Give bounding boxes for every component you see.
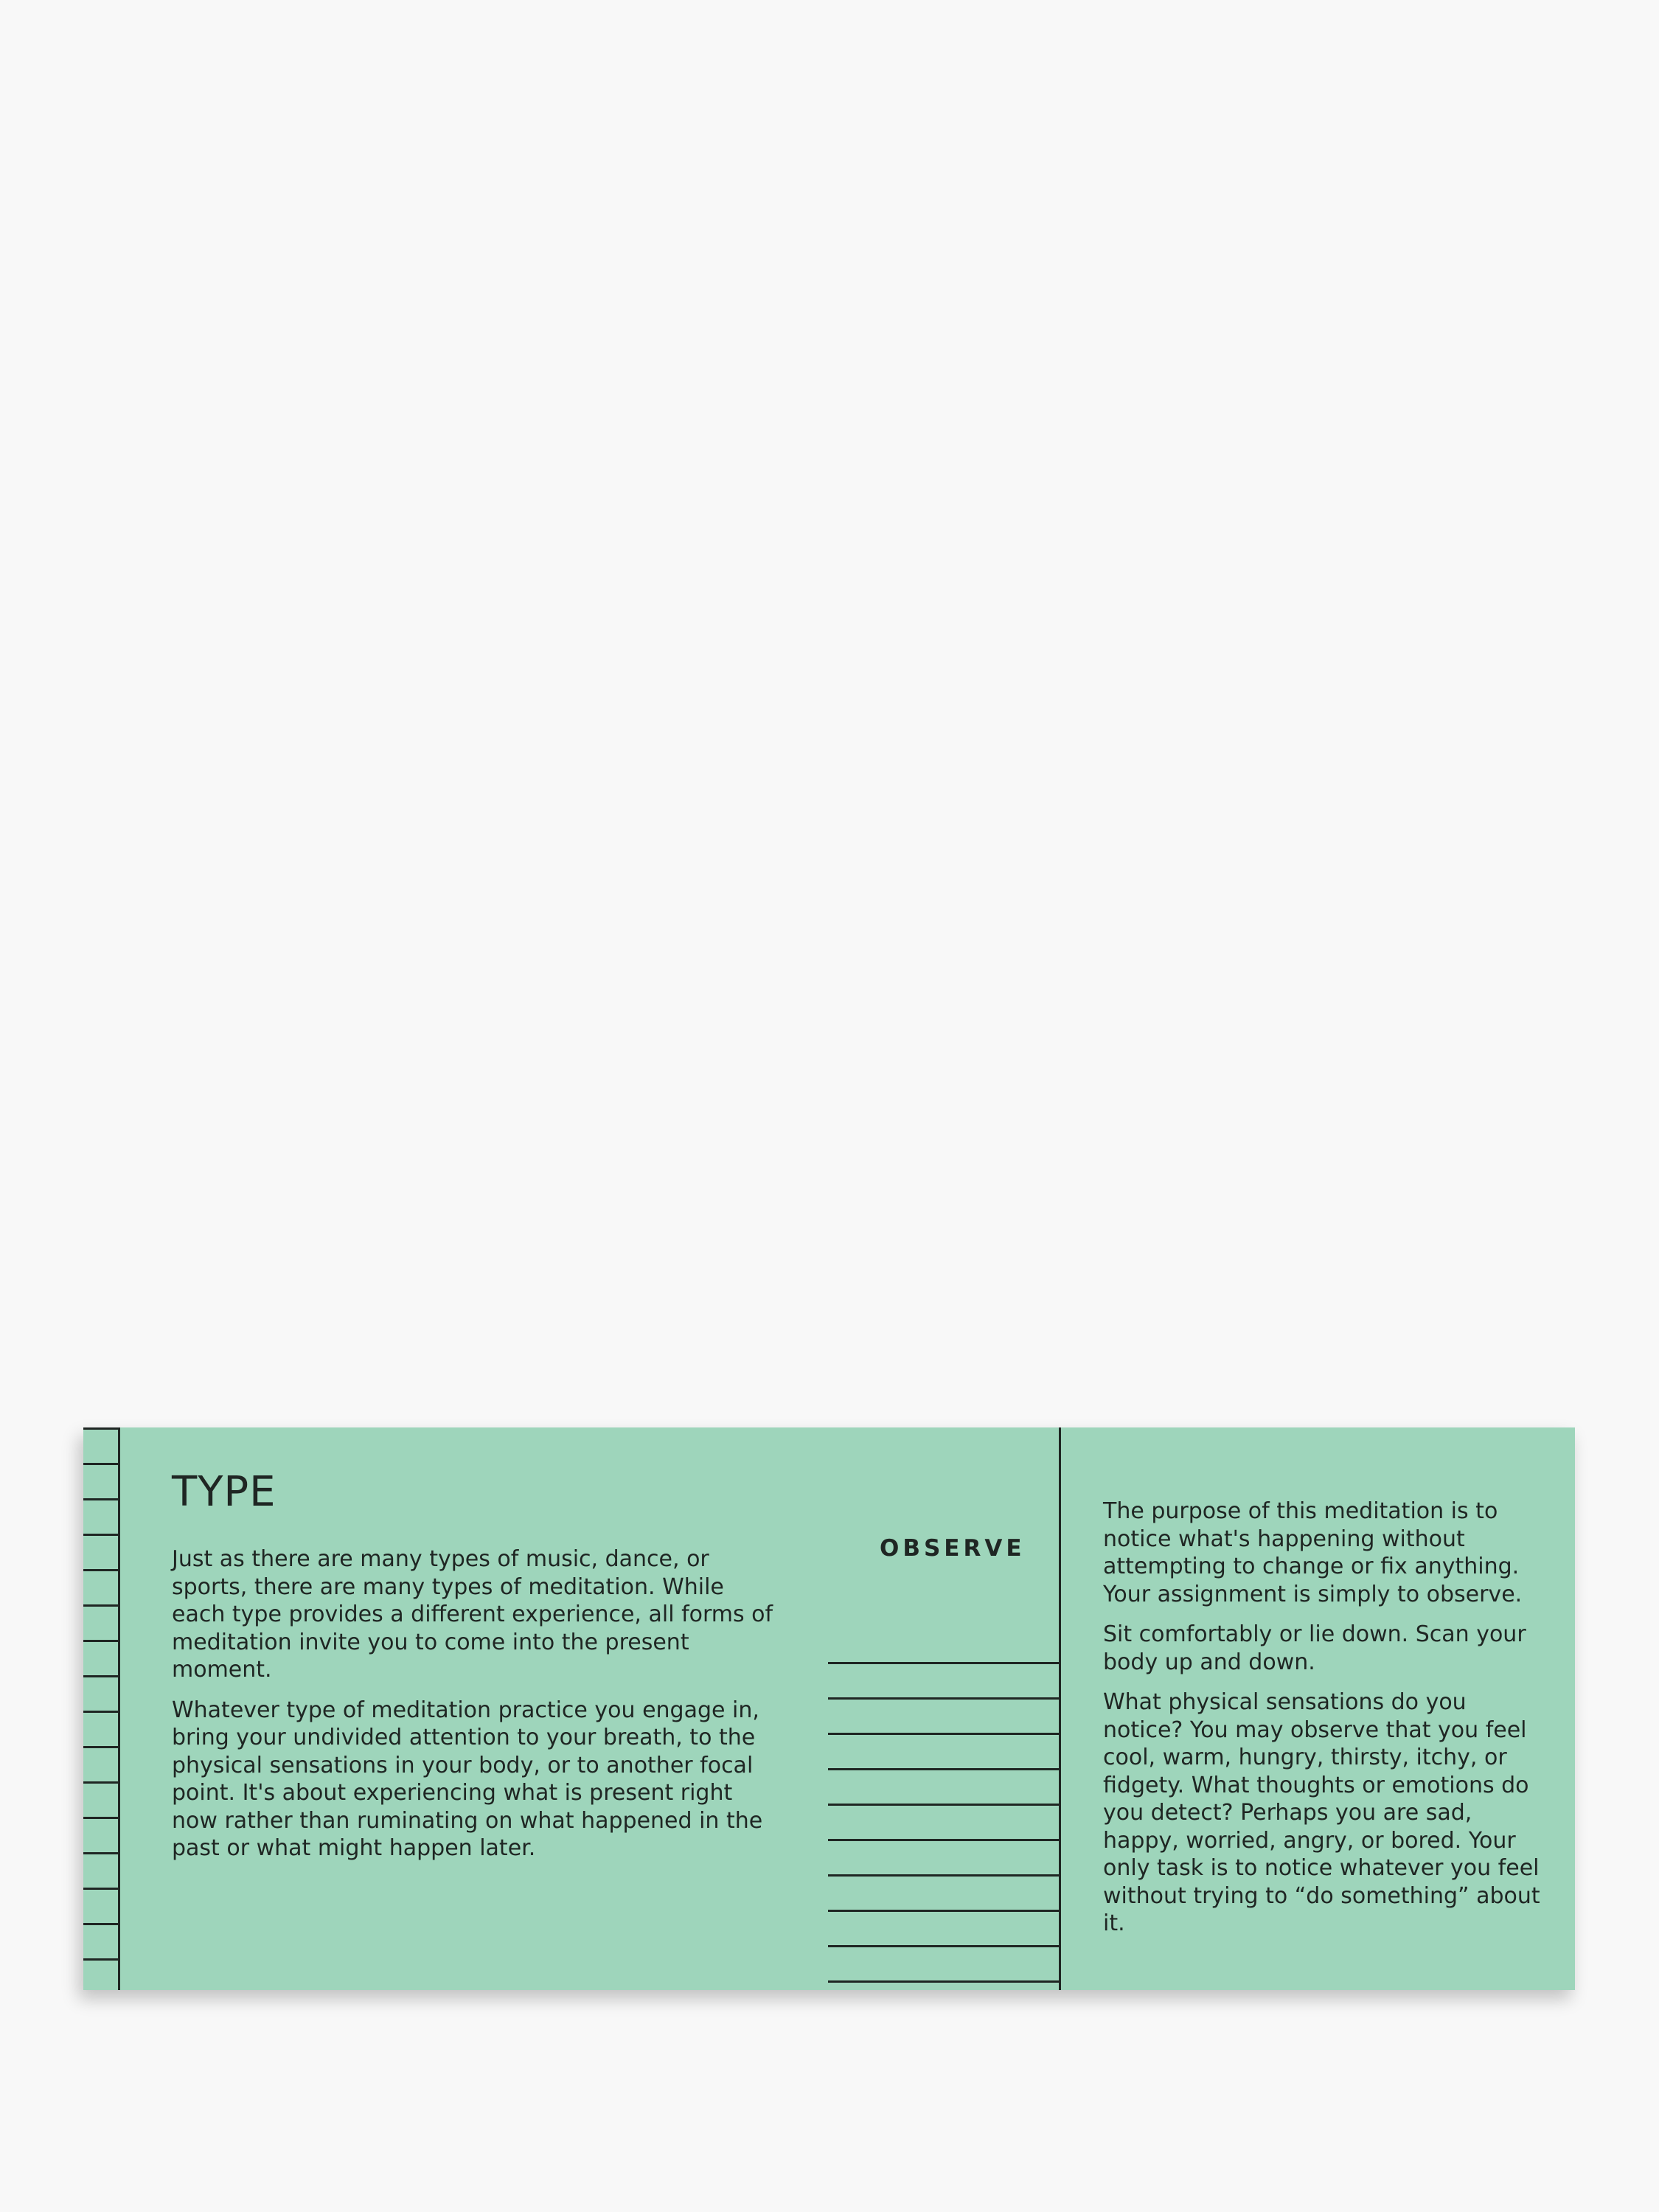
observe-instructions: [1103, 1498, 1545, 1950]
ruler-tick: [83, 1569, 119, 1571]
spine-line: [118, 1427, 120, 1990]
intro-paragraph: Just as there are many types of music, dance, or sports, there are many types of meditation. While each type provides a different experience, all forms of meditation invite you to come into the present moment.: [172, 1546, 773, 1683]
ruler-tick: [83, 1675, 119, 1677]
ruler-tick: [83, 1852, 119, 1854]
ruler-tick: [83, 1923, 119, 1925]
ruler-tick: [83, 1463, 119, 1465]
intro-text: [172, 1545, 784, 1875]
ruler-tick: [828, 1980, 1060, 1983]
ruler-tick: [83, 1888, 119, 1890]
meditation-card: [83, 1427, 1575, 1990]
ruler-tick: [828, 1733, 1060, 1735]
ruler-tick: [828, 1874, 1060, 1877]
ruler-tick: [83, 1427, 119, 1430]
ruler-tick: [828, 1697, 1060, 1700]
intro-paragraph: Whatever type of meditation practice you engage in, bring your undivided attention to your breath, to the physical sensations in your body, or to another focal point. It's about experiencing what is present right now rather than ruminating on what happened in the past or what might happen later.: [172, 1697, 763, 1861]
ruler-tick: [83, 1534, 119, 1536]
ruler-tick: [83, 1498, 119, 1500]
ruler-tick: [828, 1945, 1060, 1947]
ruler-tick: [83, 1640, 119, 1642]
fold-line: [1059, 1427, 1061, 1990]
ruler-tick: [828, 1839, 1060, 1841]
ruler-tick: [83, 1781, 119, 1784]
ruler-tick: [83, 1711, 119, 1713]
instruction-paragraph: The purpose of this meditation is to notice what's happening without attempting to change or fix anything. Your assignment is simply to observe.: [1103, 1498, 1523, 1607]
ruler-tick: [83, 1817, 119, 1819]
ruler-tick: [83, 1746, 119, 1748]
observe-tab-label: OBSERVE: [880, 1535, 1026, 1562]
instruction-paragraph: What physical sensations do you notice? You may observe that you feel cool, warm, hungry, thirsty, itchy, or fidgety. What thoughts or emotions do you detect? Perhaps you are sad, happy, worried, angry, or bored. Your only task is to notice whatever you feel without trying to “do something” about it.: [1103, 1689, 1540, 1936]
ruler-tick: [828, 1804, 1060, 1806]
ruler-tick: [83, 1604, 119, 1607]
page-title: TYPE: [172, 1468, 276, 1516]
ruler-tick: [83, 1958, 119, 1961]
ruler-tick: [828, 1910, 1060, 1912]
instruction-paragraph: Sit comfortably or lie down. Scan your body up and down.: [1103, 1621, 1526, 1675]
ruler-tick: [828, 1662, 1060, 1664]
ruler-tick: [828, 1768, 1060, 1770]
